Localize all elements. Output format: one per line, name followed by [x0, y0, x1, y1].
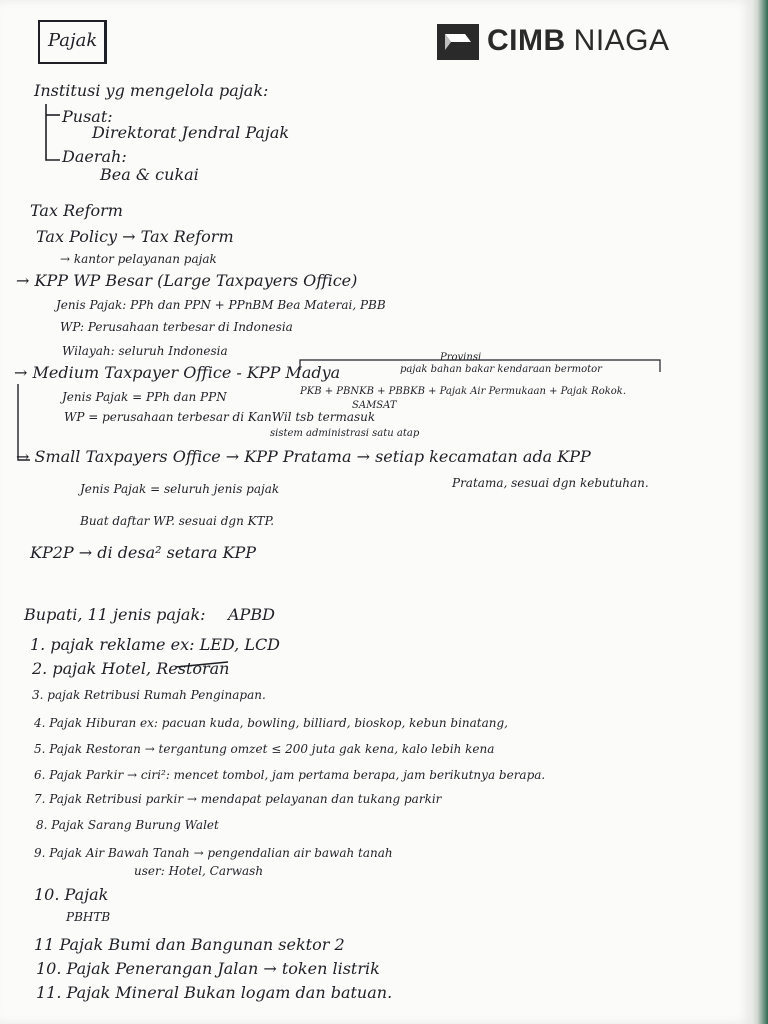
line-institusi: Institusi yg mengelola pajak: [34, 81, 269, 100]
list-item: 11 Pajak Bumi dan Bangunan sektor 2 [34, 935, 345, 954]
logo-brand-secondary: NIAGA [573, 24, 670, 57]
line-tax-reform: Tax Reform [30, 201, 123, 220]
line-jenis-pajak-2: Jenis Pajak = PPh dan PPN [62, 390, 227, 404]
label-provinsi: Provinsi [440, 352, 482, 363]
line-medium: → Medium Taxpayer Office - KPP Madya [14, 363, 341, 382]
line-pusat-value: Direktorat Jendral Pajak [92, 123, 290, 142]
line-jenis-pajak-2b: PKB + PBNKB + PBBKB + Pajak Air Permukaan + Pajak Rokok. [300, 386, 627, 397]
line-tax-policy: Tax Policy → Tax Reform [36, 227, 234, 246]
list-item: 4. Pajak Hiburan ex: pacuan kuda, bowling, billiard, bioskop, kebun binatang, [34, 716, 508, 730]
line-wilayah-1: Wilayah: seluruh Indonesia [62, 344, 228, 358]
line-daerah: Daerah: [62, 147, 127, 166]
line-pajak-bahan: pajak bahan bakar kendaraan bermotor [400, 364, 602, 375]
list-item: 2. pajak Hotel, Restoran [32, 659, 230, 678]
page-title: Pajak [48, 30, 98, 51]
line-wp-2: WP = perusahaan terbesar di KanWil tsb termasuk [64, 410, 376, 424]
logo-brand: CIMB [487, 24, 566, 57]
line-wp-1: WP: Perusahaan terbesar di Indonesia [60, 320, 293, 334]
line-pusat: Pusat: [62, 107, 113, 126]
line-small: → Small Taxpayers Office → KPP Pratama → setiap kecamatan ada KPP [16, 447, 591, 466]
line-pratama: Pratama, sesuai dgn kebutuhan. [452, 476, 649, 490]
label-apbd: APBD [228, 605, 275, 624]
line-buat-daftar: Buat daftar WP. sesuai dgn KTP. [80, 514, 275, 528]
line-daerah-value: Bea & cukai [100, 165, 199, 184]
list-item: 8. Pajak Sarang Burung Walet [36, 818, 219, 832]
line-jenis-pajak-3: Jenis Pajak = seluruh jenis pajak [80, 482, 280, 496]
list-item: 11. Pajak Mineral Bukan logam dan batuan. [36, 983, 393, 1002]
label-samsat: SAMSAT [352, 400, 397, 411]
page-edge [752, 0, 768, 1024]
line-bupati: Bupati, 11 jenis pajak: [24, 605, 206, 624]
list-item: 10. Pajak [34, 885, 109, 904]
list-item: 5. Pajak Restoran → tergantung omzet ≤ 200 juta gak kena, kalo lebih kena [34, 742, 495, 756]
title-box [38, 20, 107, 64]
cimb-logo-icon [437, 24, 479, 60]
list-item: 10. Pajak Penerangan Jalan → token listrik [36, 959, 380, 978]
list-item: 1. pajak reklame ex: LED, LCD [30, 635, 281, 654]
list-item-sub: PBHTB [66, 910, 111, 924]
line-kpp-besar: → KPP WP Besar (Large Taxpayers Office) [16, 271, 358, 290]
line-sistem: sistem administrasi satu atap [270, 428, 420, 439]
line-kp2p: KP2P → di desa² setara KPP [30, 543, 257, 562]
list-item: 6. Pajak Parkir → ciri²: mencet tombol, jam pertama berapa, jam berikutnya berapa. [34, 768, 546, 782]
line-kantor: → kantor pelayanan pajak [60, 252, 217, 266]
list-item: 3. pajak Retribusi Rumah Penginapan. [32, 688, 266, 702]
line-jenis-pajak-1: Jenis Pajak: PPh dan PPN + PPnBM Bea Materai, PBB [56, 298, 386, 312]
list-item: 9. Pajak Air Bawah Tanah → pengendalian air bawah tanah [34, 846, 393, 860]
list-item: 7. Pajak Retribusi parkir → mendapat pelayanan dan tukang parkir [34, 792, 442, 806]
list-item-sub: user: Hotel, Carwash [134, 864, 264, 878]
cimb-niaga-logo [437, 22, 697, 62]
